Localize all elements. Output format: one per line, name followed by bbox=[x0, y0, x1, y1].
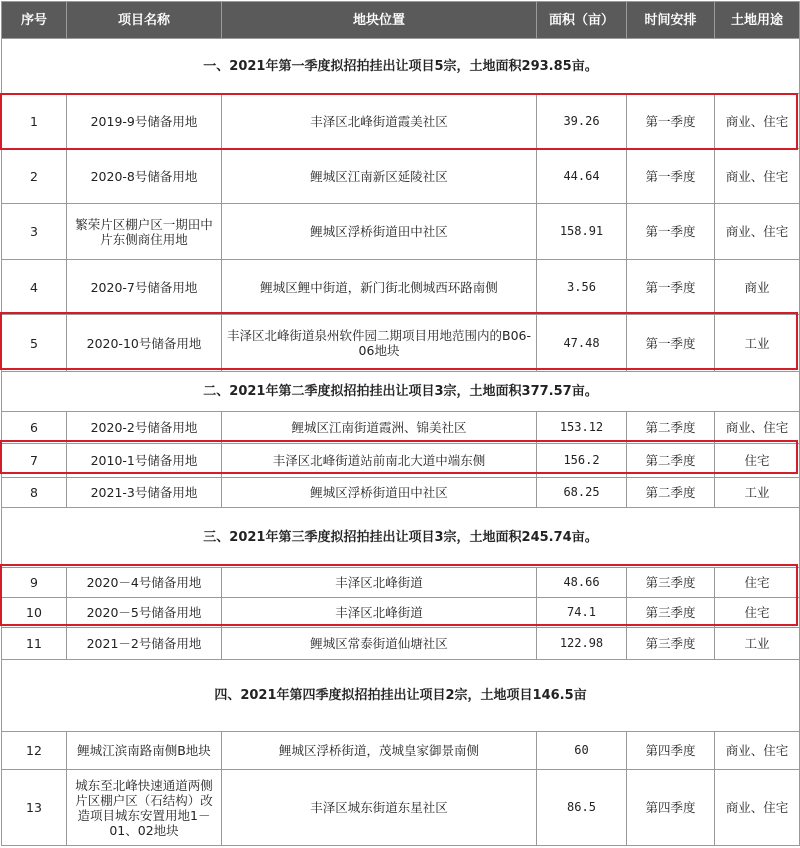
table-row bbox=[2, 204, 800, 260]
cell-no: 11 bbox=[2, 628, 67, 660]
table-row bbox=[2, 732, 800, 770]
cell-area: 74.1 bbox=[537, 598, 627, 628]
cell-use: 商业 bbox=[715, 260, 800, 315]
cell-use: 住宅 bbox=[715, 598, 800, 628]
cell-no: 8 bbox=[2, 478, 67, 508]
cell-use: 工业 bbox=[715, 478, 800, 508]
cell-location: 鲤城区常泰街道仙塘社区 bbox=[222, 628, 537, 660]
cell-area: 86.5 bbox=[537, 770, 627, 846]
table-row bbox=[2, 598, 800, 628]
cell-area: 153.12 bbox=[537, 412, 627, 444]
cell-use: 商业、住宅 bbox=[715, 204, 800, 260]
table-row bbox=[2, 444, 800, 478]
cell-use: 住宅 bbox=[715, 444, 800, 478]
cell-location: 丰泽区北峰街道站前南北大道中端东侧 bbox=[222, 444, 537, 478]
cell-area: 68.25 bbox=[537, 478, 627, 508]
section-title: 四、2021年第四季度拟招拍挂出让项目2宗，土地项目146.5亩 bbox=[2, 660, 800, 732]
table-row bbox=[2, 149, 800, 204]
section-title: 二、2021年第二季度拟招拍挂出让项目3宗，土地面积377.57亩。 bbox=[2, 372, 800, 412]
header-area: 面积（亩） bbox=[537, 2, 627, 39]
cell-schedule: 第二季度 bbox=[627, 412, 715, 444]
header-use: 土地用途 bbox=[715, 2, 800, 39]
cell-schedule: 第一季度 bbox=[627, 260, 715, 315]
cell-no: 6 bbox=[2, 412, 67, 444]
cell-use: 工业 bbox=[715, 628, 800, 660]
cell-area: 47.48 bbox=[537, 315, 627, 372]
cell-name: 2020－4号储备用地 bbox=[67, 568, 222, 598]
cell-name: 城东至北峰快速通道两侧片区棚户区（石结构）改造项目城东安置用地1－01、02地块 bbox=[67, 770, 222, 846]
cell-schedule: 第四季度 bbox=[627, 732, 715, 770]
cell-use: 住宅 bbox=[715, 568, 800, 598]
header-row bbox=[2, 2, 800, 39]
cell-use: 商业、住宅 bbox=[715, 149, 800, 204]
cell-schedule: 第一季度 bbox=[627, 149, 715, 204]
table-row bbox=[2, 94, 800, 149]
cell-schedule: 第四季度 bbox=[627, 770, 715, 846]
cell-name: 繁荣片区棚户区一期田中片东侧商住用地 bbox=[67, 204, 222, 260]
cell-no: 12 bbox=[2, 732, 67, 770]
cell-location: 丰泽区城东街道东星社区 bbox=[222, 770, 537, 846]
cell-schedule: 第一季度 bbox=[627, 204, 715, 260]
cell-name: 2010-1号储备用地 bbox=[67, 444, 222, 478]
cell-no: 3 bbox=[2, 204, 67, 260]
cell-use: 商业、住宅 bbox=[715, 412, 800, 444]
section-row bbox=[2, 372, 800, 412]
cell-name: 2020-10号储备用地 bbox=[67, 315, 222, 372]
cell-schedule: 第二季度 bbox=[627, 444, 715, 478]
cell-schedule: 第一季度 bbox=[627, 94, 715, 149]
cell-schedule: 第一季度 bbox=[627, 315, 715, 372]
table-row bbox=[2, 315, 800, 372]
cell-no: 13 bbox=[2, 770, 67, 846]
cell-name: 2020-2号储备用地 bbox=[67, 412, 222, 444]
table-row bbox=[2, 628, 800, 660]
header-location: 地块位置 bbox=[222, 2, 537, 39]
cell-location: 鲤城区浮桥街道田中社区 bbox=[222, 478, 537, 508]
cell-area: 156.2 bbox=[537, 444, 627, 478]
header-schedule: 时间安排 bbox=[627, 2, 715, 39]
cell-location: 鲤城区鲤中街道，新门街北侧城西环路南侧 bbox=[222, 260, 537, 315]
cell-location: 鲤城区江南街道霞洲、锦美社区 bbox=[222, 412, 537, 444]
cell-no: 2 bbox=[2, 149, 67, 204]
header-name: 项目名称 bbox=[67, 2, 222, 39]
cell-area: 158.91 bbox=[537, 204, 627, 260]
cell-area: 122.98 bbox=[537, 628, 627, 660]
cell-name: 2019-9号储备用地 bbox=[67, 94, 222, 149]
cell-use: 工业 bbox=[715, 315, 800, 372]
table-row bbox=[2, 770, 800, 846]
cell-no: 9 bbox=[2, 568, 67, 598]
cell-schedule: 第三季度 bbox=[627, 628, 715, 660]
cell-location: 鲤城区浮桥街道田中社区 bbox=[222, 204, 537, 260]
cell-location: 鲤城区江南新区延陵社区 bbox=[222, 149, 537, 204]
cell-area: 48.66 bbox=[537, 568, 627, 598]
cell-area: 39.26 bbox=[537, 94, 627, 149]
cell-schedule: 第二季度 bbox=[627, 478, 715, 508]
table-row bbox=[2, 478, 800, 508]
cell-name: 2021－2号储备用地 bbox=[67, 628, 222, 660]
section-title: 一、2021年第一季度拟招拍挂出让项目5宗，土地面积293.85亩。 bbox=[2, 39, 800, 94]
header-no: 序号 bbox=[2, 2, 67, 39]
cell-name: 鲤城江滨南路南侧B地块 bbox=[67, 732, 222, 770]
section-title: 三、2021年第三季度拟招拍挂出让项目3宗，土地面积245.74亩。 bbox=[2, 508, 800, 568]
cell-name: 2021-3号储备用地 bbox=[67, 478, 222, 508]
cell-no: 5 bbox=[2, 315, 67, 372]
section-row bbox=[2, 508, 800, 568]
land-plan-table bbox=[1, 1, 800, 846]
cell-location: 丰泽区北峰街道泉州软件园二期项目用地范围内的B06-06地块 bbox=[222, 315, 537, 372]
cell-name: 2020-8号储备用地 bbox=[67, 149, 222, 204]
cell-no: 4 bbox=[2, 260, 67, 315]
cell-location: 丰泽区北峰街道霞美社区 bbox=[222, 94, 537, 149]
cell-location: 丰泽区北峰街道 bbox=[222, 568, 537, 598]
cell-location: 丰泽区北峰街道 bbox=[222, 598, 537, 628]
cell-area: 60 bbox=[537, 732, 627, 770]
cell-no: 10 bbox=[2, 598, 67, 628]
cell-no: 1 bbox=[2, 94, 67, 149]
cell-use: 商业、住宅 bbox=[715, 94, 800, 149]
cell-use: 商业、住宅 bbox=[715, 770, 800, 846]
cell-use: 商业、住宅 bbox=[715, 732, 800, 770]
cell-no: 7 bbox=[2, 444, 67, 478]
cell-area: 44.64 bbox=[537, 149, 627, 204]
table-row bbox=[2, 260, 800, 315]
cell-location: 鲤城区浮桥街道，茂城皇家御景南侧 bbox=[222, 732, 537, 770]
table-row bbox=[2, 412, 800, 444]
section-row bbox=[2, 39, 800, 94]
cell-name: 2020-7号储备用地 bbox=[67, 260, 222, 315]
cell-schedule: 第三季度 bbox=[627, 598, 715, 628]
table-row bbox=[2, 568, 800, 598]
cell-area: 3.56 bbox=[537, 260, 627, 315]
cell-schedule: 第三季度 bbox=[627, 568, 715, 598]
cell-name: 2020－5号储备用地 bbox=[67, 598, 222, 628]
section-row bbox=[2, 660, 800, 732]
